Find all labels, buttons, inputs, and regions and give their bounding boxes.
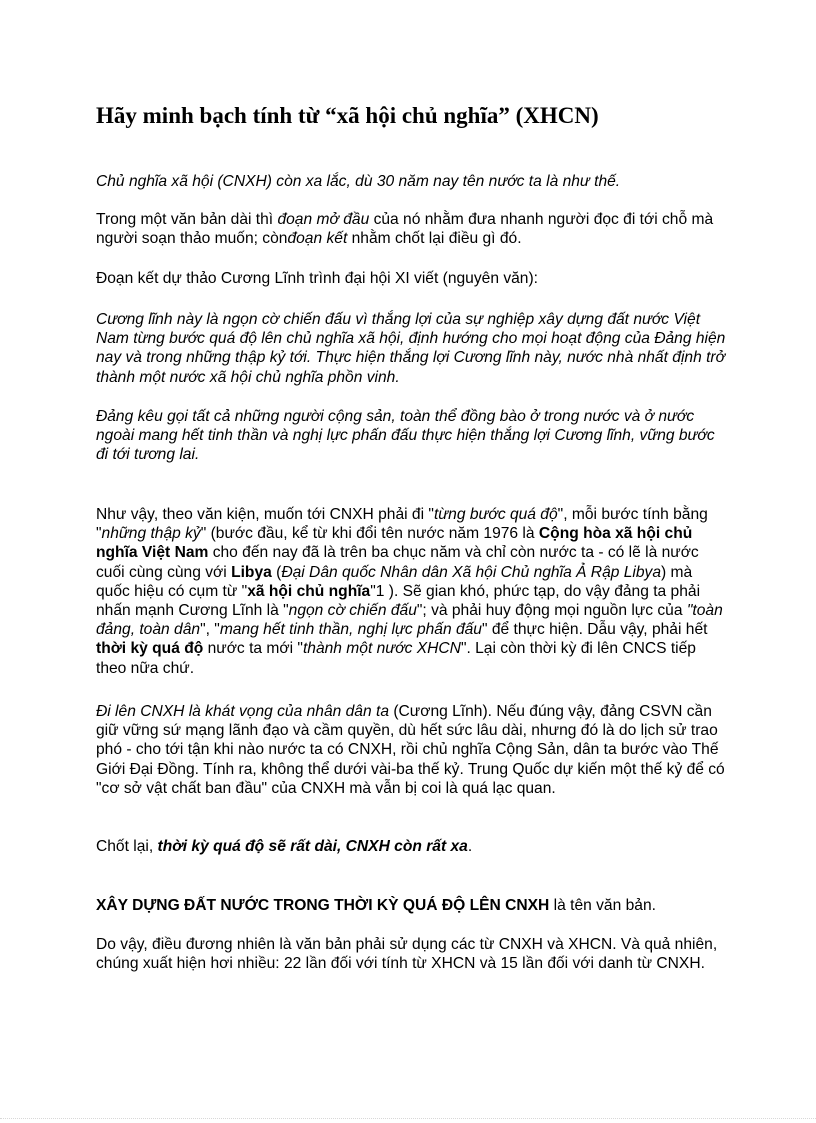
quote-paragraph-2 (96, 407, 728, 465)
text-span: " (bước đầu, kể từ khi đổi tên nước năm 1976 là (200, 525, 539, 543)
paragraph-aspiration (96, 702, 728, 798)
text-span: nước ta mới " (203, 640, 303, 658)
paragraph-quote-intro: Đoạn kết dự thảo Cương Lĩnh trình đại hội XI viết (nguyên văn): (96, 270, 538, 287)
page-bottom-divider (0, 1118, 816, 1119)
bold-span: Libya (231, 563, 272, 581)
text-span: ", mỗi bước tính bằng " (96, 506, 708, 543)
text-span: của nó nhằm đưa nhanh người đọc đi tới chỗ mà người soạn thảo muốn; còn (96, 211, 714, 248)
paragraph-intro (96, 210, 728, 248)
emphasis-span: đoạn kết (287, 230, 348, 248)
emphasis-span: những thập kỷ (101, 525, 201, 543)
bold-emphasis-span: thời kỳ quá độ sẽ rất dài, CNXH còn rất xa (157, 838, 468, 855)
lead-text: Chủ nghĩa xã hội (CNXH) còn xa lắc, dù 30 năm nay tên nước ta là như thế. (96, 173, 621, 190)
text-span: . (467, 838, 473, 855)
text-span: Trong một văn bản dài thì (96, 211, 278, 228)
emphasis-span: mang hết tinh thần, nghị lực phấn đấu (219, 621, 482, 639)
bold-span: Cộng hòa xã hội chủ nghĩa Việt Nam (96, 525, 693, 562)
emphasis-span: đoạn mở đầu (277, 211, 370, 228)
text-span: ( (271, 563, 282, 581)
text-span: "1 ). Sẽ gian khó, phức tạp, do vậy đảng ta phải nhấn mạnh Cương Lĩnh là " (96, 582, 701, 620)
page-title: Hãy minh bạch tính từ “xã hội chủ nghĩa” (XHCN) (96, 103, 599, 128)
text-span: ", " (200, 621, 220, 639)
emphasis-span: ngọn cờ chiến đấu (288, 602, 417, 620)
paragraph-word-count: Do vậy, điều đương nhiên là văn bản phải sử dụng các từ CNXH và XHCN. Và quả nhiên, chúng xuất hiện hơi nhiều: 22 lần đối với tính từ XHCN và 15 lần đối với danh từ CNXH. (96, 936, 718, 973)
bold-span: thời kỳ quá độ (96, 640, 204, 658)
emphasis-span: "toàn đảng, toàn dân (96, 602, 723, 639)
text-span: cho đến nay đã là trên ba chục năm và chỉ còn nước ta - có lẽ là nước cuối cùng cùng với (96, 544, 699, 581)
text-span: "; và phải huy động mọi nguồn lực của (416, 602, 687, 620)
text-span: (Cương Lĩnh). Nếu đúng vậy, đảng CSVN cần giữ vững sứ mạng lãnh đạo và cầm quyền, dù hết sức lâu dài, nhưng đó là do lịch sử trao phó - cho tới tận khi nào nước ta có CNXH, rồi chủ nghĩa Cộng Sản, dân ta bước vào Thế Giới Đại Đồng. Tính ra, không thể dưới vài-ba thế kỷ. Trung Quốc dự kiến một thế kỷ để có "cơ sở vật chất ban đầu" của CNXH mà vẫn bị coi là quá lạc quan. (96, 703, 725, 797)
emphasis-span: thành một nước XHCN (302, 640, 461, 658)
text-span: ) mà quốc hiệu có cụm từ " (96, 563, 693, 600)
text-span: là tên văn bản. (549, 897, 656, 914)
quote-text: Đảng kêu gọi tất cả những người cộng sản, toàn thể đồng bào ở trong nước và ở nước ngoài mang hết tinh thần và nghị lực phấn đấu thực hiện thắng lợi Cương lĩnh, vững bước đi tới tương lai. (96, 408, 715, 464)
emphasis-span: Đi lên CNXH là khát vọng của nhân dân ta (96, 703, 389, 720)
text-span: " để thực hiện. Dẫu vậy, phải hết (481, 621, 708, 639)
emphasis-span: Đại Dân quốc Nhân dân Xã hội Chủ nghĩa Ả Rập Libya (281, 563, 662, 581)
bold-span: xã hội chủ nghĩa (247, 582, 371, 600)
bold-span: XÂY DỰNG ĐẤT NƯỚC TRONG THỜI KỲ QUÁ ĐỘ LÊN CNXH (96, 897, 550, 914)
paragraph-document-name (96, 896, 728, 915)
lead-paragraph (96, 172, 728, 191)
paragraph-analysis (96, 505, 728, 678)
paragraph-conclusion (96, 837, 728, 856)
text-span: nhằm chốt lại điều gì đó. (347, 230, 522, 248)
text-span: ". Lại còn thời kỳ đi lên CNCS tiếp theo nữa chứ. (96, 640, 696, 677)
quote-paragraph-1 (96, 310, 728, 387)
text-span: Như vậy, theo văn kiện, muốn tới CNXH phải đi " (96, 506, 434, 523)
quote-text: Cương lĩnh này là ngọn cờ chiến đấu vì thắng lợi của sự nghiệp xây dựng đất nước Việt Nam từng bước quá độ lên chủ nghĩa xã hội, định hướng cho mọi hoạt động của Đảng hiện nay và trong những thập kỷ tới. Thực hiện thắng lợi Cương lĩnh này, nước nhà nhất định trở thành một nước xã hội chủ nghĩa phồn vinh. (96, 311, 726, 386)
emphasis-span: từng bước quá độ (433, 506, 558, 523)
text-span: Chốt lại, (96, 838, 158, 855)
